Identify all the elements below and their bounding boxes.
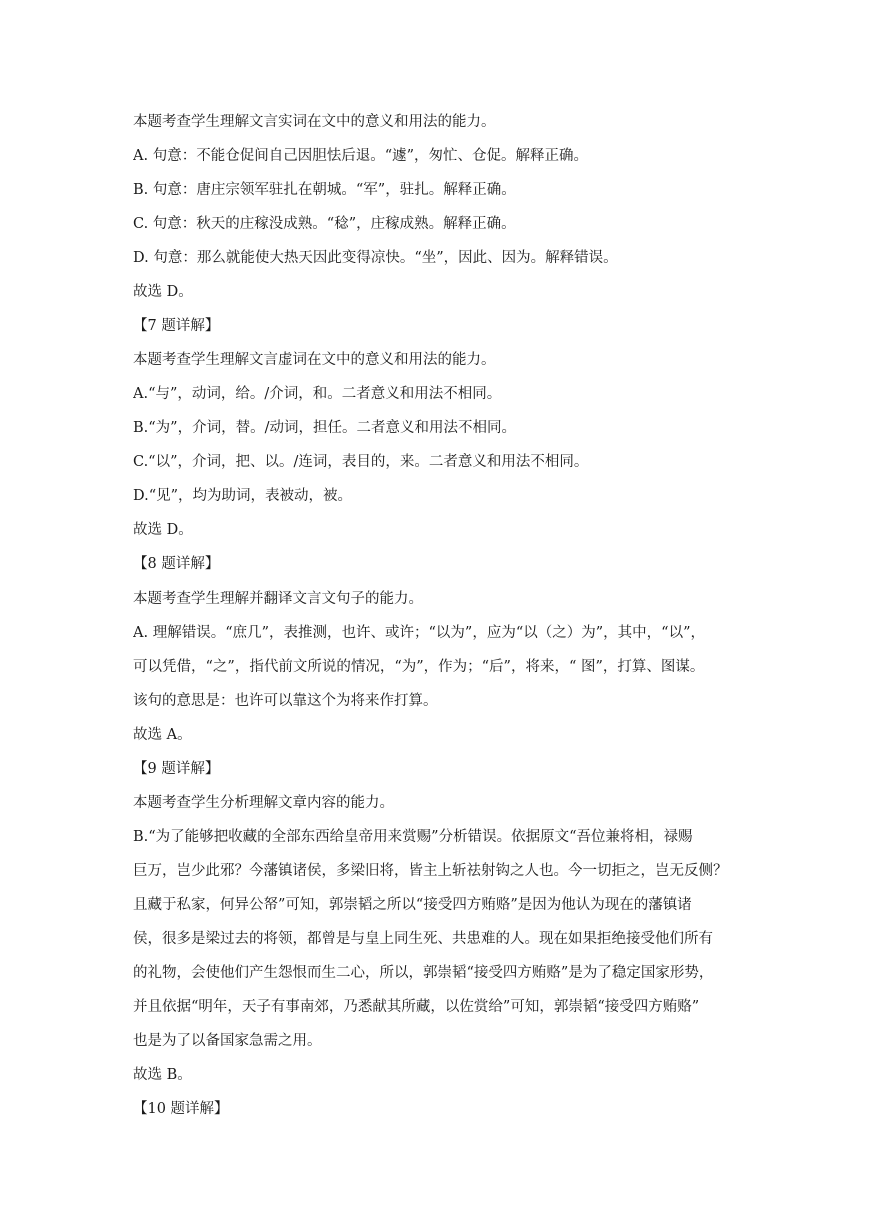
text-line: 该句的意思是：也许可以靠这个为将来作打算。 — [133, 693, 438, 709]
text-line: B.“为”，介词，替。/动词，担任。二者意义和用法不相同。 — [133, 420, 516, 436]
text-line: 可以凭借，“之”，指代前文所说的情况，“为”，作为；“后”，将来，“ 图”，打算、图谋。 — [133, 659, 705, 675]
text-line: B.“为了能够把收藏的全部东西给皇帝用来赏赐”分析错误。依据原文“吾位兼将相，禄赐 — [133, 829, 693, 845]
text-line: A. 句意：不能仓促间自己因胆怯后退。“遽”，匆忙、仓促。解释正确。 — [133, 148, 589, 164]
text-line: 故选 D。 — [133, 284, 193, 300]
text-line: 并且依据“明年，天子有事南郊，乃悉献其所藏，以佐赏给”可知，郭崇韬“接受四方贿赂” — [133, 999, 700, 1015]
text-line: 巨万，岂少此邪？今藩镇诸侯，多梁旧将，皆主上斩祛射钩之人也。今一切拒之，岂无反侧？ — [133, 863, 728, 879]
text-line: 也是为了以备国家急需之用。 — [133, 1033, 322, 1049]
text-line: 侯，很多是梁过去的将领，都曾是与皇上同生死、共患难的人。现在如果拒绝接受他们所有 — [133, 931, 713, 947]
section-heading: 【7 题详解】 — [133, 318, 220, 334]
text-line: 本题考查学生理解并翻译文言文句子的能力。 — [133, 591, 423, 607]
text-line: C.“以”，介词，把、以。/连词，表目的，来。二者意义和用法不相同。 — [133, 454, 589, 470]
section-heading: 【8 题详解】 — [133, 556, 220, 572]
section-heading: 【10 题详解】 — [133, 1101, 229, 1117]
text-line: 故选 A。 — [133, 727, 192, 743]
text-line: 本题考查学生理解文言实词在文中的意义和用法的能力。 — [133, 114, 496, 130]
text-line: D. 句意：那么就能使大热天因此变得凉快。“坐”，因此、因为。解释错误。 — [133, 250, 618, 266]
text-line: A. 理解错误。“庶几”，表推测，也许、或许；“以为”，应为“以（之）为”，其中，“以”， — [133, 625, 705, 641]
text-line: 本题考查学生分析理解文章内容的能力。 — [133, 795, 394, 811]
text-line: 故选 B。 — [133, 1067, 192, 1083]
text-line: A.“与”，动词，给。/介词，和。二者意义和用法不相同。 — [133, 386, 502, 402]
text-line: 的礼物，会使他们产生怨恨而生二心，所以，郭崇韬“接受四方贿赂”是为了稳定国家形势， — [133, 965, 714, 981]
section-heading: 【9 题详解】 — [133, 761, 220, 777]
text-line: B. 句意：唐庄宗领军驻扎在朝城。“军”，驻扎。解释正确。 — [133, 182, 516, 198]
text-line: 本题考查学生理解文言虚词在文中的意义和用法的能力。 — [133, 352, 496, 368]
text-line: 且藏于私家，何异公帑”可知，郭崇韬之所以“接受四方贿赂”是因为他认为现在的藩镇诸 — [133, 897, 692, 913]
text-line: D.“见”，均为助词，表被动，被。 — [133, 488, 353, 504]
text-line: C. 句意：秋天的庄稼没成熟。“稔”，庄稼成熟。解释正确。 — [133, 216, 516, 232]
text-line: 故选 D。 — [133, 522, 193, 538]
